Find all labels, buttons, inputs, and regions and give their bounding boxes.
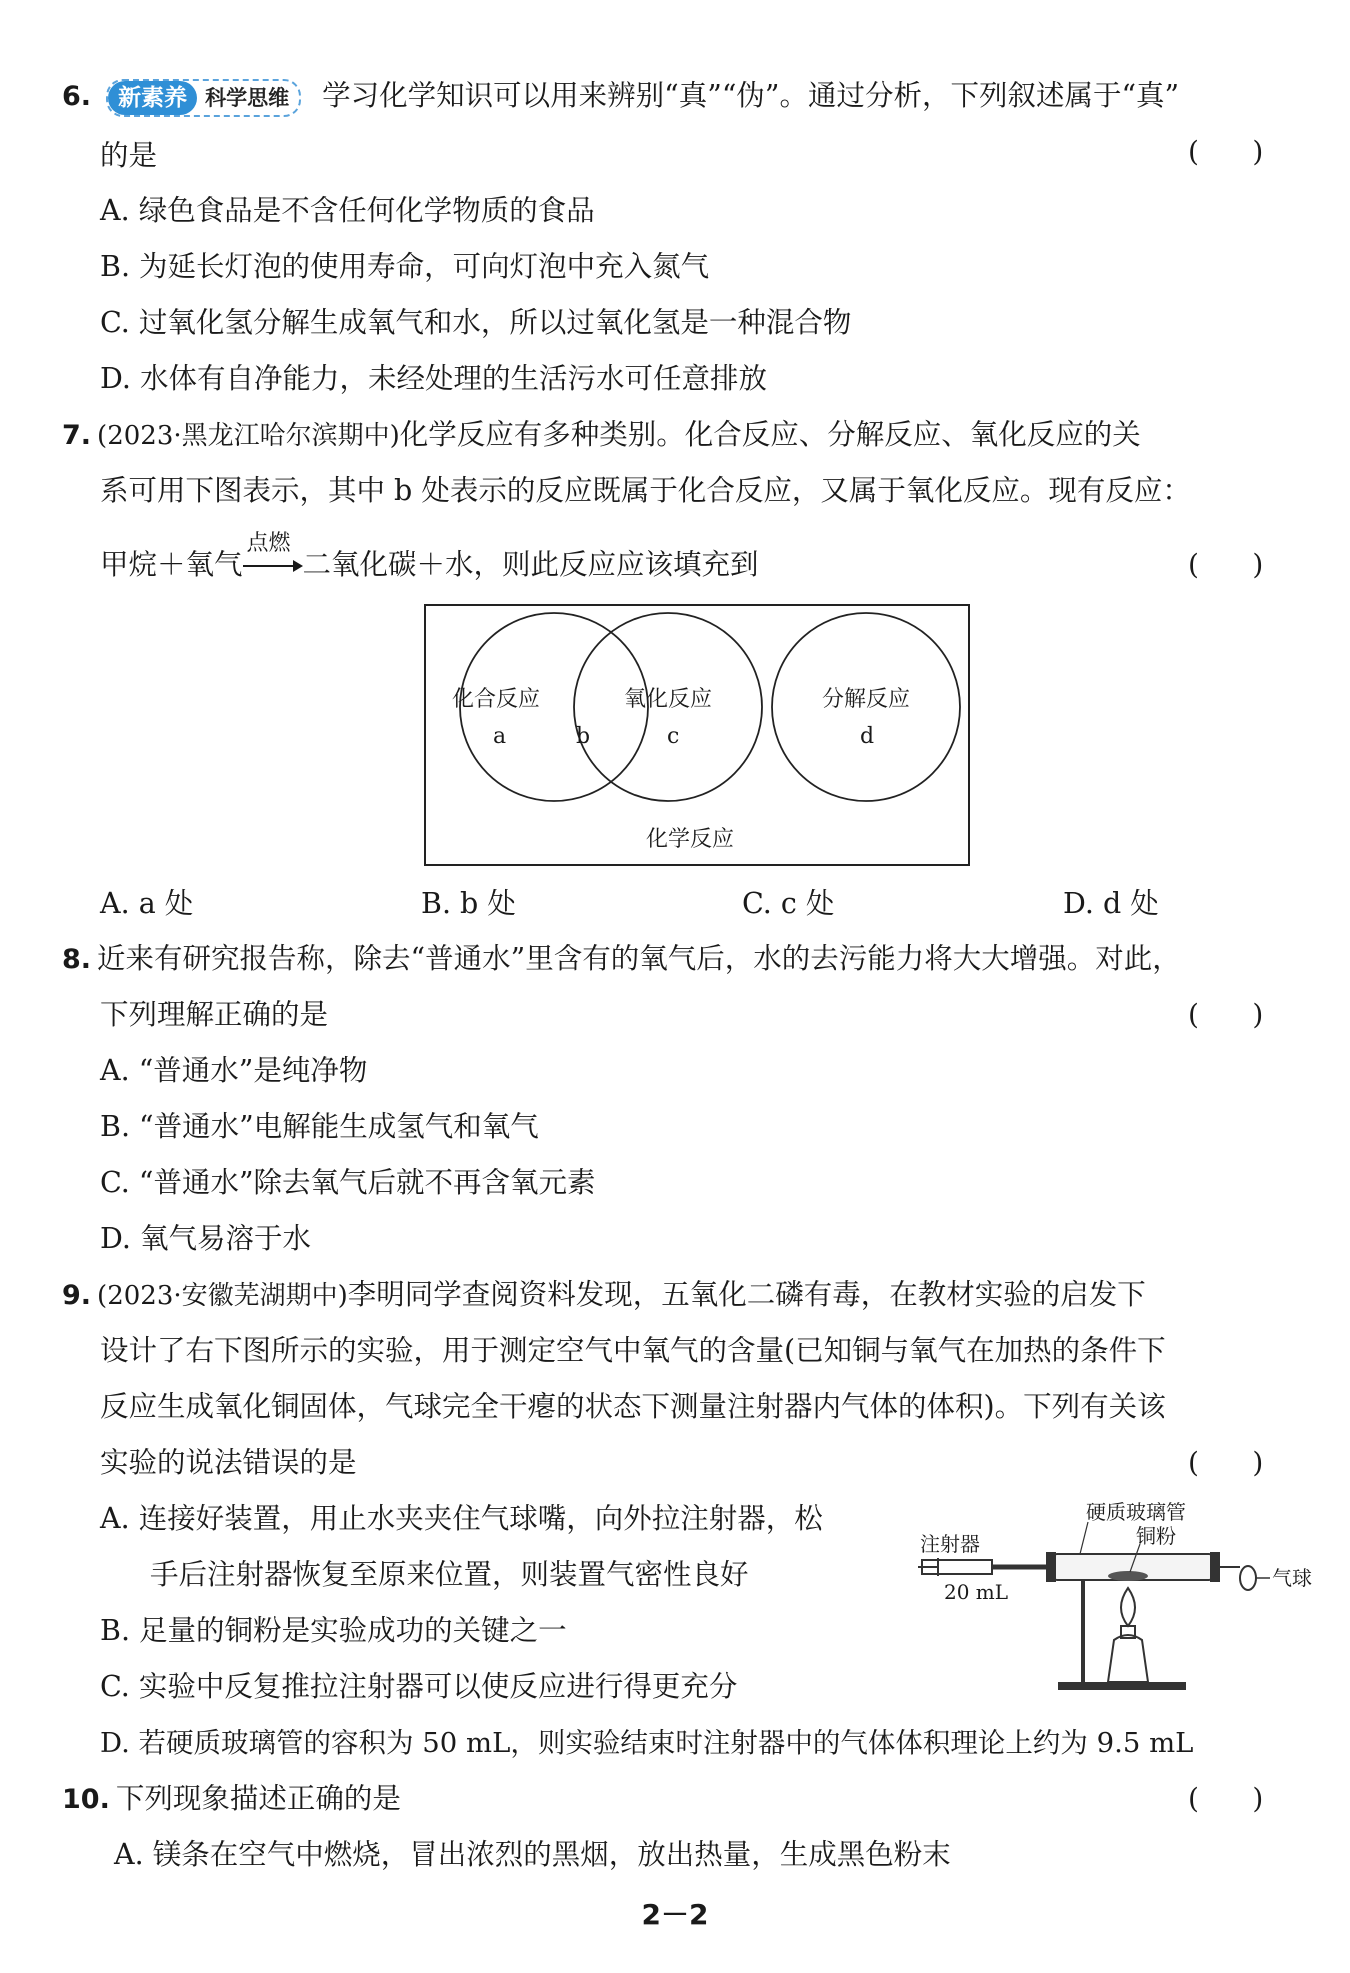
q7-reactants: 甲烷＋氧气 bbox=[100, 548, 243, 581]
venn-label-combination: 化合反应 bbox=[452, 687, 541, 712]
q6-option-b: B. 为延长灯泡的使用寿命，可向灯泡中充入氮气 bbox=[100, 250, 710, 283]
q8-option-d: D. 氧气易溶于水 bbox=[100, 1222, 311, 1255]
venn-letter-d: d bbox=[860, 724, 875, 749]
alcohol-lamp bbox=[1108, 1635, 1148, 1682]
q6-badge bbox=[106, 79, 301, 117]
q7-line1 bbox=[62, 417, 1141, 454]
venn-letter-b: b bbox=[576, 724, 591, 749]
balloon bbox=[1240, 1566, 1256, 1590]
q10-number: 10. bbox=[62, 1784, 110, 1815]
q9-number: 9. bbox=[62, 1280, 92, 1311]
q6-stem-line1: 学习化学知识可以用来辨别“真”“伪”。通过分析，下列叙述属于“真” bbox=[322, 79, 1180, 112]
page-number: 2－2 bbox=[641, 1898, 709, 1931]
tube-stopper-left bbox=[1046, 1552, 1056, 1582]
venn-diagram bbox=[424, 604, 970, 866]
q9-answer-paren: ( ) bbox=[1188, 1446, 1264, 1479]
venn-box bbox=[425, 605, 969, 865]
q8-stem-line1: 近来有研究报告称，除去“普通水”里含有的氧气后，水的去污能力将大大增强。对此， bbox=[97, 942, 1181, 975]
venn-box-label: 化学反应 bbox=[646, 827, 735, 852]
venn-letter-a: a bbox=[493, 724, 507, 749]
stand-base bbox=[1058, 1682, 1186, 1690]
q8-number: 8. bbox=[62, 944, 92, 975]
label-syringe-volume: 20 mL bbox=[944, 1580, 1009, 1604]
q10-answer-paren: ( ) bbox=[1188, 1782, 1264, 1815]
q8-answer-paren: ( ) bbox=[1188, 998, 1264, 1031]
q9-option-a-line2: 手后注射器恢复至原来位置，则装置气密性良好 bbox=[150, 1558, 749, 1591]
q7-answer-paren: ( ) bbox=[1188, 548, 1264, 581]
q9-stem-line3: 反应生成氧化铜固体，气球完全干瘪的状态下测量注射器内气体的体积)。下列有关该 bbox=[100, 1390, 1166, 1423]
q9-stem-line1: 李明同学查阅资料发现，五氧化二磷有毒，在教材实验的启发下 bbox=[347, 1278, 1146, 1311]
q9-option-d: D. 若硬质玻璃管的容积为 50 mL，则实验结束时注射器中的气体体积理论上约为 9.5 mL bbox=[100, 1727, 1194, 1759]
venn-label-decomposition: 分解反应 bbox=[822, 687, 911, 712]
tube-stopper-right bbox=[1210, 1552, 1220, 1582]
q6-option-a: A. 绿色食品是不含任何化学物质的食品 bbox=[100, 194, 595, 227]
apparatus-figure bbox=[918, 1500, 1312, 1700]
q8-option-c: C. “普通水”除去氧气后就不再含氧元素 bbox=[100, 1166, 596, 1199]
label-syringe: 注射器 bbox=[920, 1532, 980, 1556]
q7-products: 二氧化碳＋水，则此反应应该填充到 bbox=[302, 548, 759, 581]
q6-stem-line2: 的是 bbox=[100, 139, 158, 172]
q7-option-a: A. a 处 bbox=[100, 887, 194, 920]
label-balloon: 气球 bbox=[1272, 1566, 1312, 1590]
label-copper-powder: 铜粉 bbox=[1136, 1524, 1176, 1548]
q7-number: 7. bbox=[62, 420, 92, 451]
q10-option-a: A. 镁条在空气中燃烧，冒出浓烈的黑烟，放出热量，生成黑色粉末 bbox=[114, 1838, 951, 1871]
q6-option-c: C. 过氧化氢分解生成氧气和水，所以过氧化氢是一种混合物 bbox=[100, 306, 852, 339]
q8-line1 bbox=[62, 941, 1181, 978]
q6-option-d: D. 水体有自净能力，未经处理的生活污水可任意排放 bbox=[100, 362, 767, 395]
q9-option-c: C. 实验中反复推拉注射器可以使反应进行得更充分 bbox=[100, 1670, 738, 1703]
q6-badge-main: 新素养 bbox=[108, 81, 197, 115]
q10-line1 bbox=[62, 1781, 401, 1818]
q6-answer-paren: ( ) bbox=[1188, 135, 1264, 168]
q8-option-a: A. “普通水”是纯净物 bbox=[100, 1054, 368, 1087]
q7-source: (2023·黑龙江哈尔滨期中) bbox=[97, 421, 400, 451]
q8-option-b: B. “普通水”电解能生成氢气和氧气 bbox=[100, 1110, 539, 1143]
q6-badge-sub: 科学思维 bbox=[205, 85, 290, 110]
q7-stem-line1: 化学反应有多种类别。化合反应、分解反应、氧化反应的关 bbox=[399, 418, 1141, 451]
q6-number: 6. bbox=[62, 81, 92, 112]
copper-powder bbox=[1108, 1571, 1148, 1581]
q7-stem-line3 bbox=[100, 531, 759, 583]
q10-stem-line1: 下列现象描述正确的是 bbox=[115, 1782, 401, 1815]
q7-option-b: B. b 处 bbox=[421, 887, 516, 920]
q8-stem-line2: 下列理解正确的是 bbox=[100, 998, 329, 1031]
q7-option-c: C. c 处 bbox=[742, 887, 835, 920]
reaction-condition: 点燃 bbox=[246, 531, 291, 556]
q9-line1 bbox=[62, 1277, 1146, 1314]
q7-stem-line2: 系可用下图表示，其中 b 处表示的反应既属于化合反应，又属于氧化反应。现有反应： bbox=[100, 474, 1191, 507]
q9-stem-line4: 实验的说法错误的是 bbox=[100, 1446, 357, 1479]
q7-option-d: D. d 处 bbox=[1063, 887, 1159, 920]
venn-letter-c: c bbox=[667, 724, 680, 749]
q9-source: (2023·安徽芜湖期中) bbox=[97, 1281, 348, 1311]
q9-option-b: B. 足量的铜粉是实验成功的关键之一 bbox=[100, 1614, 567, 1647]
venn-label-oxidation: 氧化反应 bbox=[624, 687, 713, 712]
flame bbox=[1121, 1588, 1135, 1626]
reaction-arrow bbox=[243, 531, 303, 583]
q9-stem-line2: 设计了右下图所示的实验，用于测定空气中氧气的含量(已知铜与氧气在加热的条件下 bbox=[100, 1334, 1166, 1367]
q6-line1 bbox=[62, 78, 1179, 117]
label-glass-tube: 硬质玻璃管 bbox=[1086, 1500, 1186, 1524]
q9-option-a-line1: A. 连接好装置，用止水夹夹住气球嘴，向外拉注射器，松 bbox=[100, 1502, 823, 1535]
